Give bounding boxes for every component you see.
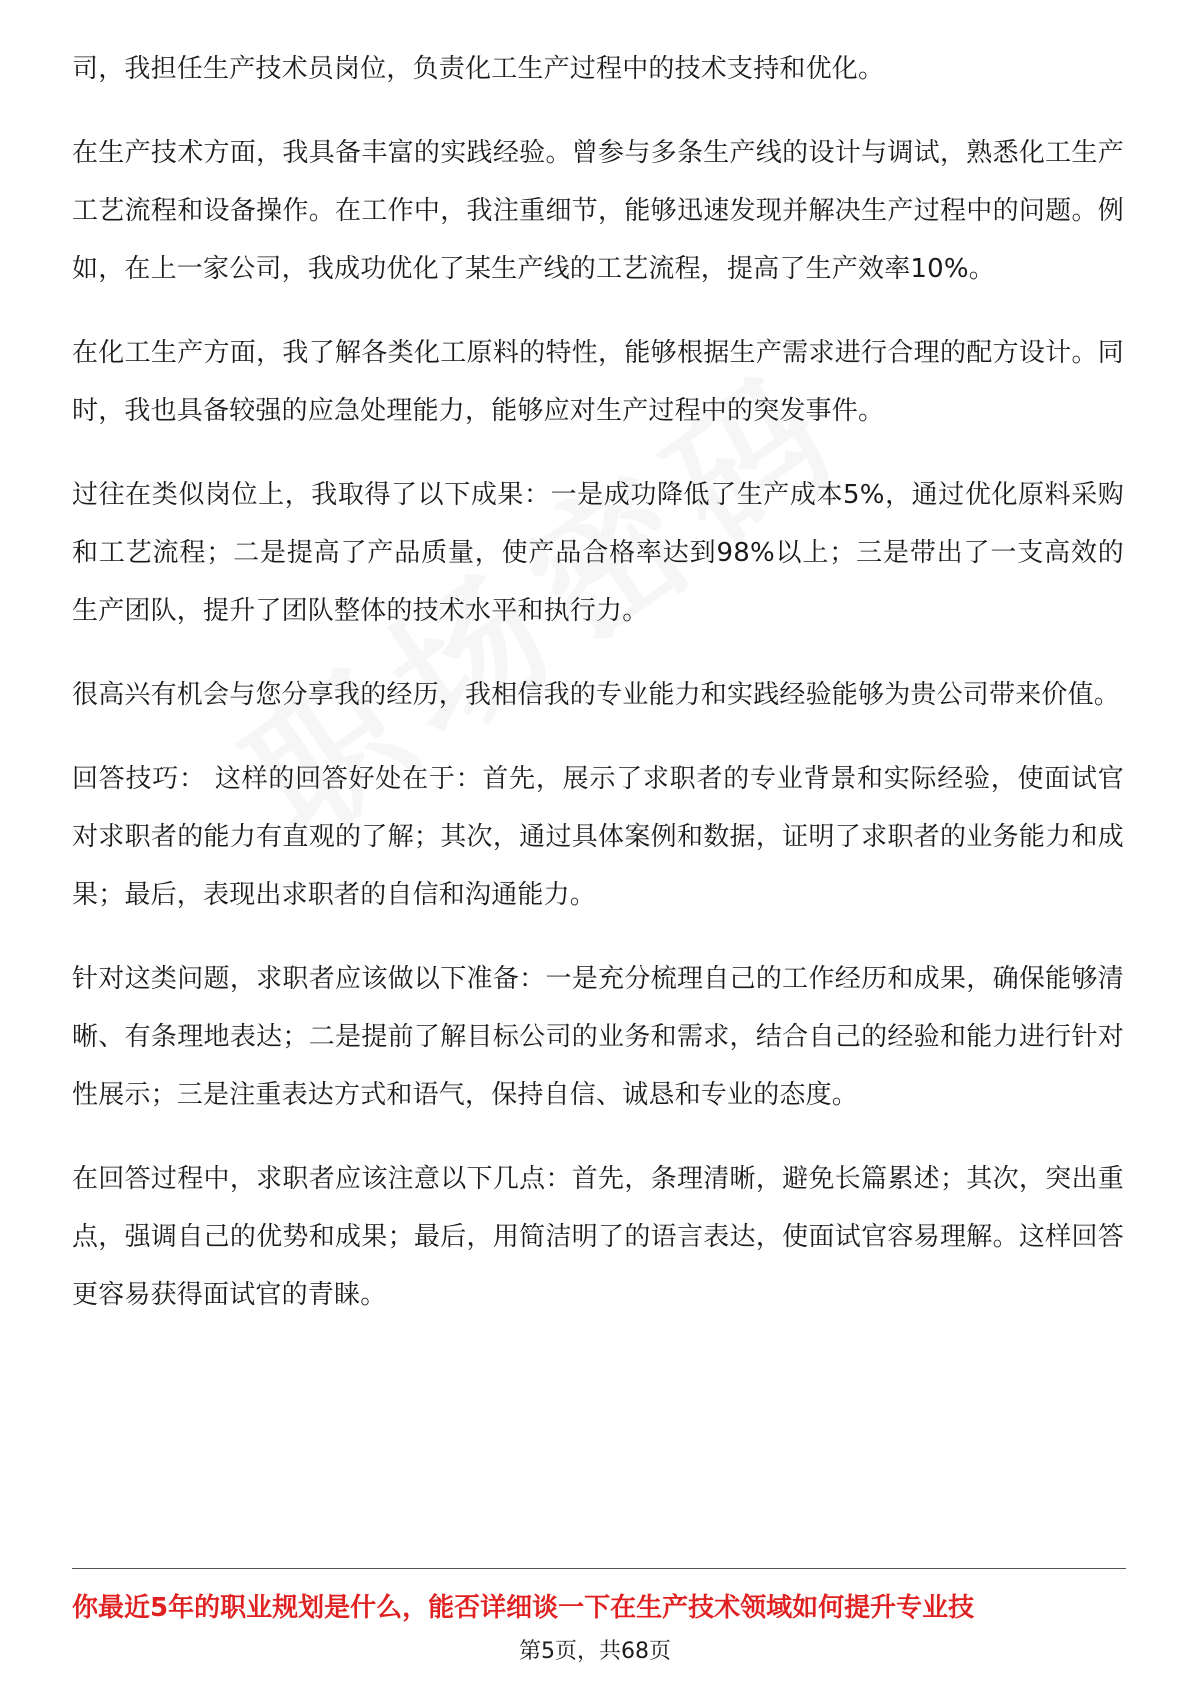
- paragraph: 很高兴有机会与您分享我的经历，我相信我的专业能力和实践经验能够为贵公司带来价值。: [72, 680, 1121, 710]
- answer-tips-paragraph: 回答技巧： 这样的回答好处在于：首先，展示了求职者的专业背景和实际经验，使面试官对求职者的能力有直观的了解；其次，通过具体案例和数据，证明了求职者的业务能力和成果；最后，表现出求职者的自信和沟通能力。: [72, 764, 1125, 910]
- paragraph: 过往在类似岗位上，我取得了以下成果：一是成功降低了生产成本5%，通过优化原料采购和工艺流程；二是提高了产品质量，使产品合格率达到98%以上；三是带出了一支高效的生产团队，提升了团队整体的技术水平和执行力。: [72, 480, 1124, 626]
- document-body: [72, 40, 1124, 1350]
- section-divider: [72, 1568, 1126, 1569]
- next-question-heading: 你最近5年的职业规划是什么，能否详细谈一下在生产技术领域如何提升专业技: [72, 1593, 975, 1623]
- paragraph: 司，我担任生产技术员岗位，负责化工生产过程中的技术支持和优化。: [72, 54, 885, 84]
- paragraph: 在回答过程中，求职者应该注意以下几点：首先，条理清晰，避免长篇累述；其次，突出重点，强调自己的优势和成果；最后，用简洁明了的语言表达，使面试官容易理解。这样回答更容易获得面试官的青睐。: [72, 1164, 1124, 1310]
- paragraph: 针对这类问题，求职者应该做以下准备：一是充分梳理自己的工作经历和成果，确保能够清晰、有条理地表达；二是提前了解目标公司的业务和需求，结合自己的经验和能力进行针对性展示；三是注重表达方式和语气，保持自信、诚恳和专业的态度。: [72, 964, 1124, 1110]
- paragraph: 在化工生产方面，我了解各类化工原料的特性，能够根据生产需求进行合理的配方设计。同时，我也具备较强的应急处理能力，能够应对生产过程中的突发事件。: [72, 338, 1124, 426]
- paragraph: 在生产技术方面，我具备丰富的实践经验。曾参与多条生产线的设计与调试，熟悉化工生产工艺流程和设备操作。在工作中，我注重细节，能够迅速发现并解决生产过程中的问题。例如，在上一家公司，我成功优化了某生产线的工艺流程，提高了生产效率10%。: [72, 138, 1124, 284]
- page-number: 第5页，共68页: [519, 1639, 671, 1664]
